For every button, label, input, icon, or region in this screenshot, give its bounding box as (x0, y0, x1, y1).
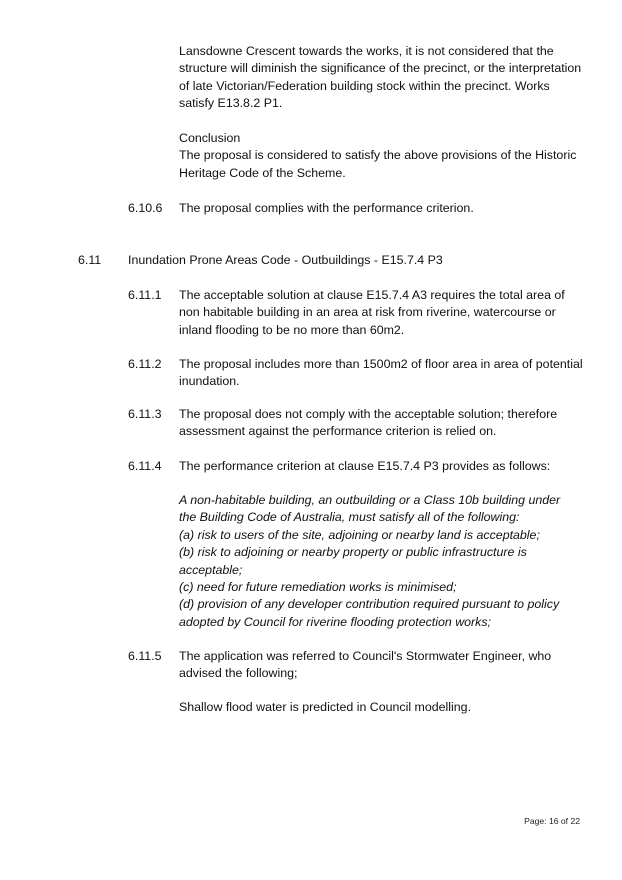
text-line: the Building Code of Australia, must satisfy all of the following: (179, 510, 520, 525)
page-number-footer: Page: 16 of 22 (524, 816, 580, 826)
text-line: Lansdowne Crescent towards the works, it is not considered that the (179, 44, 554, 58)
conclusion-block (179, 130, 576, 182)
paragraph-number: 6.11.5 (128, 649, 162, 663)
text-line: (d) provision of any developer contribution required pursuant to policy (179, 597, 560, 612)
text-line: of late Victorian/Federation building stock within the precinct. Works (179, 78, 550, 93)
text-line: inundation. (179, 374, 240, 389)
text-line: structure will diminish the significance of the precinct, or the interpretation (179, 61, 582, 76)
paragraph-number: 6.11.1 (128, 288, 162, 302)
text-line: A non-habitable building, an outbuilding or a Class 10b building under (179, 493, 561, 507)
conclusion-heading: Conclusion (179, 131, 241, 145)
paragraph-number: 6.11.3 (128, 407, 162, 421)
text-line: assessment against the performance criterion is relied on. (179, 424, 497, 439)
text-line: The performance criterion at clause E15.7.4 P3 provides as follows: (179, 459, 551, 473)
text-line: Inundation Prone Areas Code - Outbuildings - E15.7.4 P3 (128, 253, 443, 267)
paragraph-6-10-6 (179, 200, 474, 217)
section-number: 6.11 (78, 253, 102, 267)
text-line: Heritage Code of the Scheme. (179, 165, 346, 180)
text-line: adopted by Council for riverine flooding protection works; (179, 614, 491, 629)
paragraph-number: 6.11.4 (128, 459, 162, 473)
text-line: (c) need for future remediation works is minimised; (179, 580, 457, 595)
text-line: The acceptable solution at clause E15.7.4 A3 requires the total area of (179, 288, 565, 302)
text-line: The proposal does not comply with the acceptable solution; therefore (179, 407, 558, 421)
paragraph-number: 6.10.6 (128, 201, 163, 215)
paragraph-6-11-1 (179, 287, 565, 339)
intro-paragraph (179, 43, 581, 113)
section-title (128, 252, 443, 269)
text-line: The proposal is considered to satisfy the above provisions of the Historic (179, 148, 577, 163)
text-line: non habitable building in an area at risk from riverine, watercourse or (179, 305, 556, 320)
text-line: inland flooding to be no more than 60m2. (179, 322, 405, 337)
text-line: acceptable; (179, 562, 243, 577)
paragraph-6-11-2 (179, 356, 583, 391)
text-line: advised the following; (179, 666, 298, 681)
text-line: (a) risk to users of the site, adjoining or nearby land is acceptable; (179, 527, 540, 542)
engineer-advice (179, 699, 471, 716)
paragraph-6-11-3 (179, 406, 557, 441)
text-line: The proposal includes more than 1500m2 of floor area in area of potential (179, 357, 583, 371)
text-line: Shallow flood water is predicted in Council modelling. (179, 700, 472, 714)
text-line: The application was referred to Council's Stormwater Engineer, who (179, 649, 552, 663)
text-line: The proposal complies with the performance criterion. (179, 201, 474, 215)
paragraph-6-11-4 (179, 458, 550, 475)
quoted-criterion (179, 492, 560, 631)
text-line: satisfy E13.8.2 P1. (179, 96, 283, 111)
paragraph-number: 6.11.2 (128, 357, 162, 371)
paragraph-6-11-5 (179, 648, 551, 683)
text-line: (b) risk to adjoining or nearby property or public infrastructure is (179, 545, 527, 560)
